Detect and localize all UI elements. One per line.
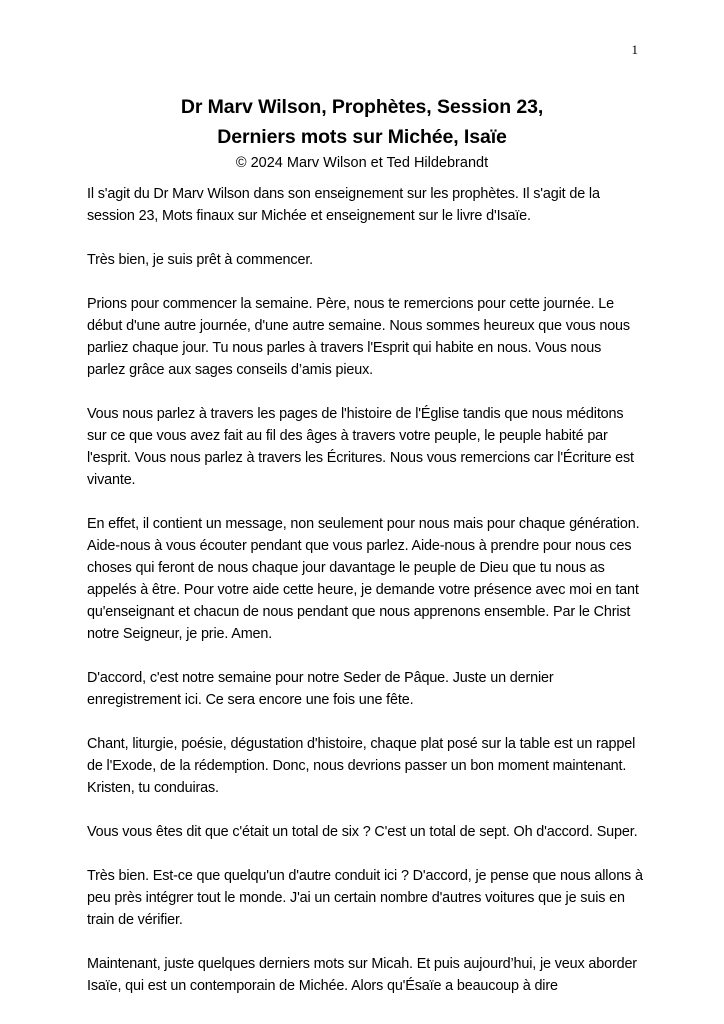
paragraph: Maintenant, juste quelques derniers mots sur Micah. Et puis aujourd’hui, je veux aborder Isaïe, qui est un contemporain de Michée. Alors qu'Ésaïe a beaucoup à dire xyxy=(87,956,637,994)
paragraph: Très bien. Est-ce que quelqu'un d'autre conduit ici ? D'accord, je pense que nous allons à peu près intégrer tout le monde. J'ai un certain nombre d'autres voitures que je suis en train de vérifier. xyxy=(87,868,643,928)
paragraph: Chant, liturgie, poésie, dégustation d'histoire, chaque plat posé sur la table est un rappel de l'Exode, de la rédemption. Donc, nous devrions passer un bon moment maintenant. Kristen, tu conduiras. xyxy=(87,736,636,796)
paragraph: Il s'agit du Dr Marv Wilson dans son enseignement sur les prophètes. Il s'agit de la session 23, Mots finaux sur Michée et enseignement sur le livre d'Isaïe. xyxy=(87,186,600,224)
paragraph: Prions pour commencer la semaine. Père, nous te remercions pour cette journée. Le début d'une autre journée, d'une autre semaine. Nous sommes heureux que vous nous parliez chaque jour. Tu nous parles à travers l'Esprit qui habite en nous. Vous nous parlez grâce aux sages conseils d’amis pieux. xyxy=(87,296,630,378)
paragraph: En effet, il contient un message, non seulement pour nous mais pour chaque génération. Aide-nous à vous écouter pendant que vous parlez. Aide-nous à prendre pour nous ces choses qui feront de nous chaque jour davantage le peuple de Dieu que tu nous as appelés à être. Pour votre aide cette heure, je demande votre présence avec moi en tant qu'enseignant et chacun de nous pendant que nous apprenons ensemble. Par le Christ notre Seigneur, je prie. Amen. xyxy=(87,516,640,642)
page-number: 1 xyxy=(631,42,638,57)
copyright-notice: © 2024 Marv Wilson et Ted Hildebrandt xyxy=(235,155,489,171)
title-line-2: Derniers mots sur Michée, Isaïe xyxy=(217,126,507,148)
paragraph: Très bien, je suis prêt à commencer. xyxy=(87,252,314,268)
paragraph: Vous vous êtes dit que c'était un total de six ? C'est un total de sept. Oh d'accord. Super. xyxy=(87,824,638,840)
transcript-body xyxy=(87,183,643,1019)
title-line-1: Dr Marv Wilson, Prophètes, Session 23, xyxy=(180,96,544,118)
paragraph: Vous nous parlez à travers les pages de l'histoire de l'Église tandis que nous méditons sur ce que vous avez fait au fil des âges à travers votre peuple, le peuple habité par l'esprit. Vous nous parlez à travers les Écritures. Nous vous remercions car l'Écriture est vivante. xyxy=(87,406,634,488)
paragraph: D'accord, c'est notre semaine pour notre Seder de Pâque. Juste un dernier enregistrement ici. Ce sera encore une fois une fête. xyxy=(87,670,554,708)
document-header xyxy=(0,92,724,174)
